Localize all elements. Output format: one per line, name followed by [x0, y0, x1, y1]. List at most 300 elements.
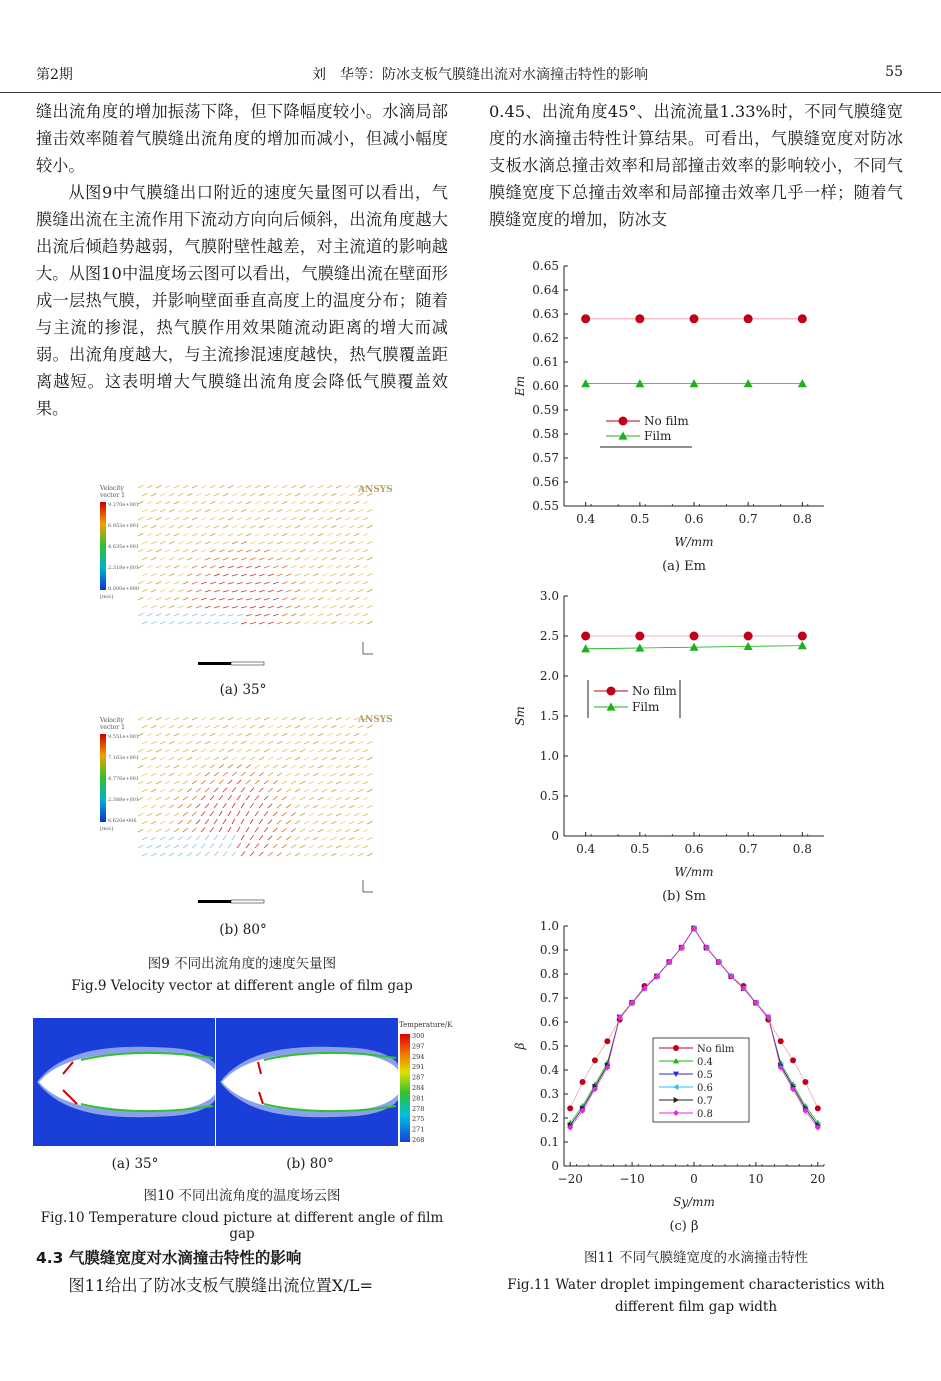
vector-arrow	[273, 534, 278, 536]
vector-arrow	[201, 485, 206, 488]
vector-arrow	[336, 517, 341, 520]
vector-arrow	[291, 765, 296, 768]
vector-arrow	[147, 733, 152, 736]
vector-arrow	[313, 821, 318, 824]
vector-arrow	[318, 845, 323, 848]
vector-arrow	[300, 797, 305, 800]
y-tick-label: 0.3	[539, 1087, 559, 1101]
vector-arrow	[277, 542, 282, 544]
vector-arrow	[174, 765, 179, 768]
vector-arrow	[165, 598, 170, 600]
vector-arrow	[147, 797, 152, 800]
vector-arrow	[322, 621, 327, 624]
vector-arrow	[223, 757, 228, 760]
vector-arrow	[196, 542, 201, 544]
vector-arrow	[138, 581, 143, 584]
vector-arrow	[169, 525, 174, 528]
vector-arrow	[277, 852, 282, 856]
vector-arrow	[268, 804, 272, 808]
vector-arrow	[156, 613, 161, 616]
vector-arrow	[178, 805, 183, 808]
vector-arrow	[210, 534, 215, 536]
vector-arrow	[331, 541, 336, 544]
vector-arrow	[165, 485, 170, 488]
vector-arrow	[241, 606, 247, 608]
vector-arrow	[268, 542, 273, 544]
vector-arrow	[354, 749, 359, 752]
vector-arrow	[354, 797, 359, 800]
vector-arrow	[295, 558, 300, 560]
legend-entry: 0.6	[697, 1083, 713, 1094]
vector-arrow	[147, 501, 152, 504]
vector-arrow	[358, 789, 363, 792]
temperature-tick: 275	[412, 1115, 425, 1124]
vector-arrow	[246, 749, 251, 752]
vector-arrow	[286, 853, 291, 856]
vector-arrow	[318, 517, 323, 520]
vector-arrow	[349, 853, 354, 856]
vector-arrow	[322, 557, 327, 560]
vector-arrow	[201, 749, 206, 752]
vector-arrow	[250, 574, 256, 576]
vector-arrow	[336, 797, 341, 800]
vector-arrow	[345, 517, 350, 520]
fig10-caption-cn: 图10 不同出流角度的温度场云图	[143, 1188, 341, 1204]
vector-arrow	[210, 796, 214, 800]
vector-arrow	[363, 845, 368, 848]
data-point	[673, 1045, 679, 1051]
vector-arrow	[322, 589, 327, 592]
vector-arrow	[358, 837, 363, 840]
vector-arrow	[192, 796, 197, 800]
vector-arrow	[228, 614, 234, 616]
vector-arrow	[183, 733, 188, 736]
vector-arrow	[205, 819, 209, 824]
data-point	[581, 644, 590, 652]
vector-arrow	[255, 582, 261, 584]
vector-arrow	[358, 557, 363, 560]
vector-arrow	[165, 733, 170, 736]
axis-triad	[363, 642, 373, 654]
vector-arrow	[327, 501, 332, 504]
vector-arrow	[327, 845, 332, 848]
vector-arrow	[232, 509, 237, 512]
vector-arrow	[241, 558, 247, 560]
vector-arrow	[295, 574, 301, 576]
vector-arrow	[169, 837, 174, 840]
colorbar-tick: 6.620e-006	[108, 818, 137, 824]
vector-arrow	[178, 525, 183, 528]
vector-arrow	[309, 845, 314, 848]
vector-arrow	[237, 517, 242, 520]
vector-arrow	[331, 821, 336, 824]
vector-arrow	[232, 803, 235, 808]
data-point	[690, 314, 699, 323]
vector-arrow	[169, 853, 174, 856]
vector-arrow	[250, 835, 254, 840]
vector-arrow	[327, 733, 332, 736]
vector-arrow	[219, 534, 224, 536]
vector-arrow	[282, 749, 287, 752]
vector-arrow	[214, 757, 219, 760]
vector-arrow	[349, 525, 354, 528]
vector-arrow	[304, 622, 309, 624]
vector-arrow	[156, 829, 161, 832]
vector-arrow	[327, 749, 332, 752]
vector-arrow	[345, 549, 350, 552]
vector-arrow	[178, 789, 183, 792]
vector-arrow	[295, 837, 300, 840]
vector-arrow	[340, 525, 345, 528]
vector-arrow	[264, 765, 269, 768]
vector-arrow	[304, 509, 309, 512]
data-point	[592, 1057, 598, 1063]
running-title: 刘 华等：防冰支板气膜缝出流对水滴撞击特性的影响	[312, 67, 648, 83]
colorbar-tick: 4.635e+001	[108, 544, 140, 550]
vector-arrow	[160, 853, 165, 856]
vector-arrow	[268, 622, 274, 624]
vector-arrow	[295, 789, 300, 792]
vector-arrow	[327, 813, 332, 816]
y-tick-label: 0.57	[532, 451, 559, 465]
vector-arrow	[318, 549, 323, 552]
y-tick-label: 1.0	[539, 919, 559, 933]
vector-arrow	[165, 813, 170, 816]
right-text	[489, 98, 903, 233]
section-heading: 4.3 气膜缝宽度对水滴撞击特性的影响	[36, 1249, 302, 1267]
vector-arrow	[259, 622, 265, 624]
vector-arrow	[340, 541, 345, 544]
vector-arrow	[282, 566, 288, 568]
vector-arrow	[246, 501, 251, 504]
vector-arrow	[241, 509, 246, 512]
x-tick-label: 20	[810, 1172, 826, 1186]
vector-arrow	[246, 733, 251, 736]
vector-arrow	[210, 582, 216, 584]
vector-arrow	[322, 541, 327, 544]
vector-arrow	[313, 509, 318, 512]
vector-arrow	[151, 741, 156, 744]
vector-arrow	[147, 749, 152, 752]
vector-arrow	[295, 725, 300, 728]
vector-arrow	[232, 606, 238, 608]
vector-arrow	[264, 796, 268, 800]
vector-arrow	[336, 781, 341, 784]
vector-arrow	[327, 581, 332, 584]
vector-arrow	[318, 765, 323, 768]
temperature-tick: 297	[412, 1042, 425, 1051]
vector-arrow	[367, 557, 372, 560]
vector-arrow	[246, 780, 250, 784]
vector-arrow	[255, 598, 261, 600]
vector-arrow	[174, 813, 179, 816]
vector-arrow	[322, 837, 327, 840]
vector-arrow	[340, 821, 345, 824]
vector-arrow	[340, 493, 345, 496]
vector-arrow	[336, 485, 341, 488]
legend-entry: No film	[697, 1044, 735, 1055]
vector-arrow	[354, 533, 359, 536]
x-axis-label: W/mm	[674, 535, 714, 549]
vector-arrow	[187, 606, 193, 608]
vector-arrow	[345, 717, 350, 720]
vector-arrow	[304, 493, 309, 496]
vector-arrow	[241, 590, 247, 592]
vector-arrow	[268, 788, 273, 792]
legend-entry: Film	[644, 429, 672, 443]
vector-arrow	[178, 837, 183, 840]
vector-arrow	[300, 829, 305, 832]
vector-arrow	[183, 828, 188, 832]
vector-arrow	[142, 541, 147, 544]
vector-arrow	[295, 741, 300, 744]
data-point	[815, 1105, 821, 1111]
vector-arrow	[210, 566, 216, 568]
vector-arrow	[273, 765, 278, 768]
vector-arrow	[255, 811, 259, 816]
velocity-colorbar	[100, 734, 106, 822]
fig9b-caption: (b) 80°	[219, 922, 267, 938]
vector-arrow	[268, 525, 273, 528]
vector-arrow	[282, 614, 288, 616]
vector-arrow	[196, 836, 200, 840]
vector-arrow	[214, 606, 220, 608]
vector-arrow	[336, 717, 341, 720]
vector-arrow	[300, 582, 305, 584]
temperature-tick: 278	[412, 1104, 425, 1113]
vector-arrow	[367, 605, 372, 608]
vector-arrow	[277, 757, 282, 760]
vector-arrow	[309, 598, 314, 600]
vector-arrow	[214, 788, 218, 792]
vector-arrow	[187, 541, 192, 544]
vector-arrow	[219, 485, 224, 488]
vector-arrow	[318, 613, 323, 616]
vector-arrow	[156, 765, 161, 768]
vector-arrow	[340, 589, 345, 592]
vector-arrow	[331, 557, 336, 560]
vector-arrow	[183, 501, 188, 504]
legend-entry: 0.7	[697, 1096, 713, 1107]
vector-arrow	[169, 606, 174, 608]
vector-arrow	[313, 621, 318, 624]
fig9b-vector-plot	[98, 714, 393, 914]
vector-arrow	[187, 773, 192, 776]
vector-arrow	[151, 573, 156, 576]
vector-arrow	[214, 819, 217, 824]
vector-arrow	[345, 781, 350, 784]
vector-arrow	[331, 621, 336, 624]
vector-arrow	[228, 598, 234, 600]
vector-arrow	[309, 485, 314, 488]
vector-arrow	[268, 606, 274, 608]
vector-arrow	[183, 844, 188, 848]
vector-arrow	[277, 509, 282, 512]
vector-arrow	[322, 509, 327, 512]
fig11-caption-cn: 图11 不同气膜缝宽度的水滴撞击特性	[584, 1250, 808, 1266]
vector-arrow	[147, 565, 152, 568]
vector-arrow	[165, 501, 170, 504]
vector-arrow	[367, 837, 372, 840]
vector-arrow	[160, 621, 165, 624]
vector-arrow	[192, 566, 198, 568]
vector-arrow	[237, 566, 243, 568]
vector-arrow	[210, 717, 215, 720]
vector-arrow	[237, 827, 240, 832]
vector-arrow	[223, 835, 226, 840]
vector-arrow	[286, 725, 291, 728]
vector-arrow	[147, 781, 152, 784]
vector-arrow	[286, 836, 291, 840]
vector-arrow	[214, 558, 220, 560]
vector-arrow	[309, 781, 314, 784]
vector-arrow	[250, 622, 256, 624]
vector-arrow	[300, 533, 305, 536]
vector-arrow	[300, 765, 305, 768]
vector-arrow	[331, 725, 336, 728]
vector-arrow	[160, 509, 165, 512]
vector-arrow	[156, 485, 161, 488]
vector-arrow	[291, 614, 297, 616]
vector-arrow	[255, 501, 260, 504]
vector-arrow	[304, 525, 309, 528]
vector-arrow	[165, 797, 170, 800]
vector-arrow	[156, 517, 161, 520]
vector-arrow	[241, 574, 247, 576]
vector-arrow	[169, 757, 174, 760]
vector-arrow	[291, 533, 296, 536]
vector-arrow	[201, 733, 206, 736]
vector-arrow	[354, 829, 359, 832]
vector-arrow	[327, 765, 332, 768]
vector-arrow	[219, 733, 224, 736]
vector-arrow	[174, 485, 179, 488]
vector-arrow	[273, 517, 278, 520]
vector-arrow	[282, 844, 287, 848]
vector-arrow	[309, 549, 314, 552]
vector-arrow	[259, 558, 265, 560]
vector-arrow	[183, 614, 189, 616]
vector-arrow	[183, 598, 189, 600]
vector-arrow	[151, 493, 156, 496]
vector-arrow	[237, 534, 242, 536]
vector-arrow	[165, 781, 170, 784]
vector-arrow	[138, 845, 143, 848]
vector-arrow	[259, 574, 265, 576]
vector-arrow	[327, 613, 332, 616]
vector-arrow	[354, 765, 359, 768]
data-point	[744, 314, 753, 323]
colorbar-tick: 7.163e+001	[108, 755, 140, 761]
velocity-colorbar	[100, 502, 106, 590]
vector-arrow	[331, 805, 336, 808]
colorbar-tick: 6.953e+001	[108, 523, 140, 529]
vector-arrow	[282, 796, 287, 800]
y-tick-label: 0.63	[532, 307, 559, 321]
vector-arrow	[219, 827, 222, 832]
vector-arrow	[286, 590, 292, 592]
vector-arrow	[165, 845, 170, 848]
vector-arrow	[223, 574, 229, 576]
vector-arrow	[138, 829, 143, 832]
vector-arrow	[142, 837, 147, 840]
vector-arrow	[349, 621, 354, 624]
vector-arrow	[349, 509, 354, 512]
vector-arrow	[264, 749, 269, 752]
vector-arrow	[201, 780, 206, 784]
vector-arrow	[282, 812, 287, 816]
vector-arrow	[169, 541, 174, 544]
vector-arrow	[336, 733, 341, 736]
vector-arrow	[223, 493, 228, 496]
vector-arrow	[322, 821, 327, 824]
vector-arrow	[259, 788, 263, 792]
vector-arrow	[142, 573, 147, 576]
x-tick-label: 0.7	[738, 842, 758, 856]
vector-arrow	[223, 526, 228, 528]
vector-arrow	[309, 749, 314, 752]
vector-arrow	[259, 493, 264, 496]
vector-arrow	[223, 725, 228, 728]
vector-arrow	[142, 509, 147, 512]
data-point	[690, 379, 699, 387]
vector-arrow	[246, 811, 249, 816]
vector-arrow	[340, 805, 345, 808]
vector-arrow	[268, 773, 273, 776]
vector-arrow	[196, 606, 202, 608]
vector-arrow	[349, 589, 354, 592]
vector-arrow	[304, 805, 309, 808]
vector-arrow	[147, 845, 152, 848]
vector-arrow	[327, 517, 332, 520]
vector-arrow	[255, 534, 260, 536]
legend-title-line1: Velocity	[100, 717, 124, 724]
vector-arrow	[264, 534, 269, 536]
vector-arrow	[232, 622, 238, 624]
temperature-tick: 284	[412, 1084, 425, 1092]
vector-arrow	[300, 549, 305, 552]
vector-arrow	[241, 757, 246, 760]
vector-arrow	[187, 493, 192, 496]
vector-arrow	[160, 605, 165, 608]
vector-arrow	[178, 558, 183, 560]
vector-arrow	[331, 525, 336, 528]
vector-arrow	[336, 565, 341, 568]
vector-arrow	[250, 803, 254, 808]
vector-arrow	[210, 827, 214, 832]
vector-arrow	[322, 853, 327, 856]
vector-arrow	[205, 804, 209, 808]
vector-arrow	[142, 805, 147, 808]
vector-arrow	[237, 795, 241, 800]
vector-arrow	[327, 597, 332, 600]
vector-arrow	[367, 757, 372, 760]
fig11-caption-en: Fig.11 Water droplet impingement characteristics with different film gap width	[507, 1277, 885, 1315]
vector-arrow	[286, 525, 291, 528]
vector-arrow	[178, 757, 183, 760]
vector-arrow	[232, 558, 238, 560]
data-point	[744, 642, 753, 650]
vector-arrow	[228, 582, 234, 584]
vector-arrow	[250, 852, 254, 856]
vector-arrow	[228, 749, 233, 752]
vector-arrow	[354, 597, 359, 600]
x-tick-label: 0.8	[792, 512, 812, 526]
vector-arrow	[291, 717, 296, 720]
vector-arrow	[331, 741, 336, 744]
y-tick-label: 0.1	[539, 1135, 559, 1149]
vector-arrow	[264, 485, 269, 488]
